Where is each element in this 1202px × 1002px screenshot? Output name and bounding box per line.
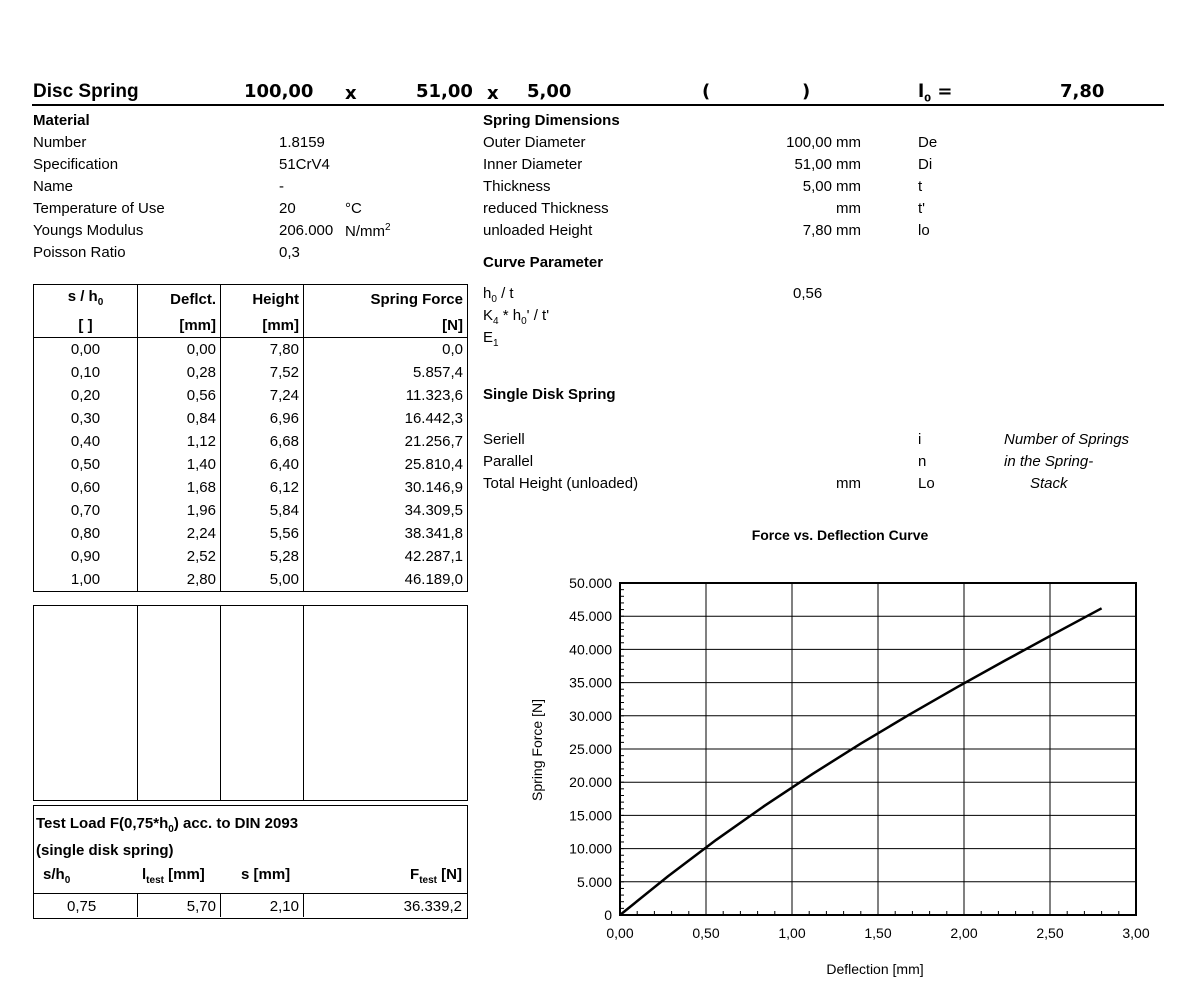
cell-height: 5,84	[221, 499, 304, 522]
curve-param-h0t-label: $h_0$ / t	[483, 285, 514, 305]
dim-value-height: 7,80	[802, 222, 832, 239]
chart-x-tick-label: 1,50	[864, 925, 892, 941]
chart-x-tick-label: 0,50	[692, 925, 720, 941]
cell-deflection: 1,68	[138, 476, 221, 499]
col-height-unit: [mm]	[221, 314, 304, 338]
single-disk-note-1: Number of Springs	[1004, 431, 1130, 448]
test-load-title: Test Load $F(0,75*h_0)$ acc. to DIN 2093	[36, 815, 299, 835]
cell-force: 16.442,3	[304, 407, 468, 430]
material-label-temp: Temperature of Use	[33, 200, 165, 217]
curve-param-k4-label: $K_4 * h_0'$ / t'	[483, 307, 550, 327]
chart-x-tick-label: 1,00	[778, 925, 806, 941]
cell-force: 34.309,5	[304, 499, 468, 522]
material-value-poisson: 0,3	[279, 244, 300, 261]
material-value-number: 1.8159	[279, 134, 325, 151]
cell-deflection: 0,56	[138, 384, 221, 407]
cell-deflection: 1,12	[138, 430, 221, 453]
cell-height: 7,80	[221, 338, 304, 362]
test-load-value-s: 2,10	[269, 898, 299, 915]
material-label-poisson: Poisson Ratio	[33, 244, 126, 261]
header-thickness: 5,00	[527, 81, 572, 102]
col-height-header: Height	[221, 285, 304, 315]
test-load-col-ftest: $F_{test}$ [N]	[410, 866, 462, 886]
single-disk-seriell-symbol: i	[918, 431, 922, 448]
cell-s-h0: 0,90	[34, 545, 138, 568]
cell-height: 7,24	[221, 384, 304, 407]
col-s-h0-header: s / $h_0$	[34, 285, 138, 315]
curve-param-h0t-value: 0,56	[793, 285, 823, 302]
col-s-h0-unit: [ ]	[34, 314, 138, 338]
col-force-header: Spring Force	[304, 285, 468, 315]
cell-height: 5,56	[221, 522, 304, 545]
dim-symbol-reduced: t'	[918, 200, 926, 217]
col-deflection-unit: [mm]	[138, 314, 221, 338]
dim-value-outer: 100,00	[786, 134, 832, 151]
cell-height: 6,40	[221, 453, 304, 476]
dim-unit-outer: mm	[836, 134, 861, 151]
chart-y-tick-label: 25.000	[569, 741, 612, 757]
cell-height: 5,00	[221, 568, 304, 592]
dim-symbol-height: lo	[918, 222, 930, 239]
chart-y-tick-label: 40.000	[569, 641, 612, 658]
header-paren-close: )	[802, 81, 811, 102]
curve-param-e1-label: $E_1$	[483, 329, 499, 349]
single-disk-parallel: Parallel	[483, 453, 534, 470]
cell-deflection: 0,84	[138, 407, 221, 430]
cell-deflection: 2,80	[138, 568, 221, 592]
cell-s-h0: 0,40	[34, 430, 138, 453]
dim-unit-height: mm	[836, 222, 861, 239]
header-outer-diameter: 100,00	[244, 81, 314, 102]
single-disk-parallel-symbol: n	[918, 453, 927, 470]
test-load-subtitle: (single disk spring)	[36, 842, 174, 859]
single-disk-total-unit: mm	[836, 475, 861, 492]
header-times-2: x	[487, 83, 499, 104]
dim-value-inner: 51,00	[794, 156, 832, 173]
cell-s-h0: 0,20	[34, 384, 138, 407]
cell-force: 25.810,4	[304, 453, 468, 476]
cell-s-h0: 0,30	[34, 407, 138, 430]
dim-label-thickness: Thickness	[483, 178, 551, 195]
dim-symbol-outer: De	[918, 134, 938, 151]
material-value-youngs: 206.000	[279, 222, 334, 239]
cell-force: 38.341,8	[304, 522, 468, 545]
material-label-youngs: Youngs Modulus	[33, 222, 144, 239]
cell-force: 42.287,1	[304, 545, 468, 568]
cell-deflection: 2,24	[138, 522, 221, 545]
header-times-1: x	[345, 83, 357, 104]
single-disk-total-symbol: Lo	[918, 475, 935, 492]
chart-y-axis-label: Spring Force [N]	[529, 699, 545, 801]
chart-x-tick-label: 0,00	[606, 925, 634, 941]
cell-s-h0: 0,10	[34, 361, 138, 384]
single-disk-seriell: Seriell	[483, 431, 525, 448]
dim-unit-inner: mm	[836, 156, 861, 173]
cell-s-h0: 0,00	[34, 338, 138, 362]
cell-deflection: 2,52	[138, 545, 221, 568]
material-label-spec: Specification	[33, 156, 119, 173]
dim-label-outer: Outer Diameter	[483, 134, 586, 151]
dim-unit-reduced: mm	[836, 200, 861, 217]
header-inner-diameter: 51,00	[416, 81, 473, 102]
chart-y-tick-label: 50.000	[569, 575, 612, 591]
spring-title: Disc Spring	[33, 81, 139, 102]
dim-symbol-thickness: t	[918, 178, 923, 195]
cell-deflection: 1,40	[138, 453, 221, 476]
material-unit-youngs: $N/mm^2$	[345, 222, 391, 240]
cell-deflection: 1,96	[138, 499, 221, 522]
material-value-spec: 51CrV4	[279, 156, 330, 173]
col-force-unit: [N]	[304, 314, 468, 338]
cell-force: 30.146,9	[304, 476, 468, 499]
chart-x-tick-label: 2,00	[950, 925, 978, 941]
chart-series-line	[620, 608, 1102, 915]
cell-force: 0,0	[304, 338, 468, 362]
dimensions-heading: Spring Dimensions	[483, 112, 620, 129]
material-value-name: -	[279, 178, 284, 195]
chart-x-tick-label: 3,00	[1122, 925, 1150, 941]
cell-force: 5.857,4	[304, 361, 468, 384]
test-load-value-ltest: 5,70	[186, 898, 216, 915]
test-load-value-ftest: 36.339,2	[403, 898, 462, 915]
chart-y-tick-label: 45.000	[569, 608, 612, 625]
material-heading: Material	[33, 112, 90, 129]
header-paren-open: (	[702, 81, 711, 102]
cell-s-h0: 0,50	[34, 453, 138, 476]
chart-y-tick-label: 5.000	[576, 873, 612, 890]
chart-y-tick-label: 35.000	[569, 674, 612, 691]
chart-y-tick-label: 15.000	[569, 807, 612, 824]
single-disk-heading: Single Disk Spring	[483, 386, 616, 403]
header-l0-label: $l_0$ =	[918, 81, 953, 105]
chart-title: Force vs. Deflection Curve	[751, 527, 929, 543]
dim-value-thickness: 5,00	[802, 178, 832, 195]
single-disk-note-2: in the Spring-	[1004, 453, 1094, 470]
test-load-col-ltest: $l_{test}$ [mm]	[142, 866, 205, 886]
dim-label-inner: Inner Diameter	[483, 156, 583, 173]
curve-param-heading: Curve Parameter	[483, 254, 604, 271]
cell-force: 21.256,7	[304, 430, 468, 453]
cell-s-h0: 0,70	[34, 499, 138, 522]
cell-height: 6,96	[221, 407, 304, 430]
chart-x-tick-label: 2,50	[1036, 925, 1064, 941]
cell-force: 46.189,0	[304, 568, 468, 592]
cell-height: 7,52	[221, 361, 304, 384]
header-l0-value: 7,80	[1060, 81, 1105, 102]
single-disk-total: Total Height (unloaded)	[483, 475, 639, 492]
chart-y-tick-label: 10.000	[569, 840, 612, 857]
dim-label-reduced: reduced Thickness	[483, 200, 609, 217]
cell-s-h0: 1,00	[34, 568, 138, 592]
cell-deflection: 0,00	[138, 338, 221, 362]
chart-y-tick-label: 0	[604, 907, 612, 923]
col-deflection-header: Deflct.	[138, 285, 221, 315]
cell-height: 5,28	[221, 545, 304, 568]
chart-y-tick-label: 30.000	[569, 707, 612, 724]
chart-x-axis-label: Deflection [mm]	[826, 961, 924, 977]
material-label-number: Number	[33, 134, 87, 151]
test-load-col-s: s [mm]	[241, 866, 291, 883]
cell-deflection: 0,28	[138, 361, 221, 384]
chart-y-tick-label: 20.000	[569, 774, 612, 791]
cell-height: 6,12	[221, 476, 304, 499]
cell-height: 6,68	[221, 430, 304, 453]
dim-unit-thickness: mm	[836, 178, 861, 195]
dim-symbol-inner: Di	[918, 156, 933, 173]
test-load-col-sh0: $s/h_0$	[43, 866, 71, 886]
cell-s-h0: 0,60	[34, 476, 138, 499]
cell-s-h0: 0,80	[34, 522, 138, 545]
cell-force: 11.323,6	[304, 384, 468, 407]
dim-label-height: unloaded Height	[483, 222, 593, 239]
material-unit-temp: °C	[345, 200, 362, 217]
material-label-name: Name	[33, 178, 74, 195]
test-load-value-sh0: 0,75	[67, 898, 97, 915]
single-disk-note-3: Stack	[1030, 475, 1068, 492]
material-value-temp: 20	[279, 200, 296, 217]
